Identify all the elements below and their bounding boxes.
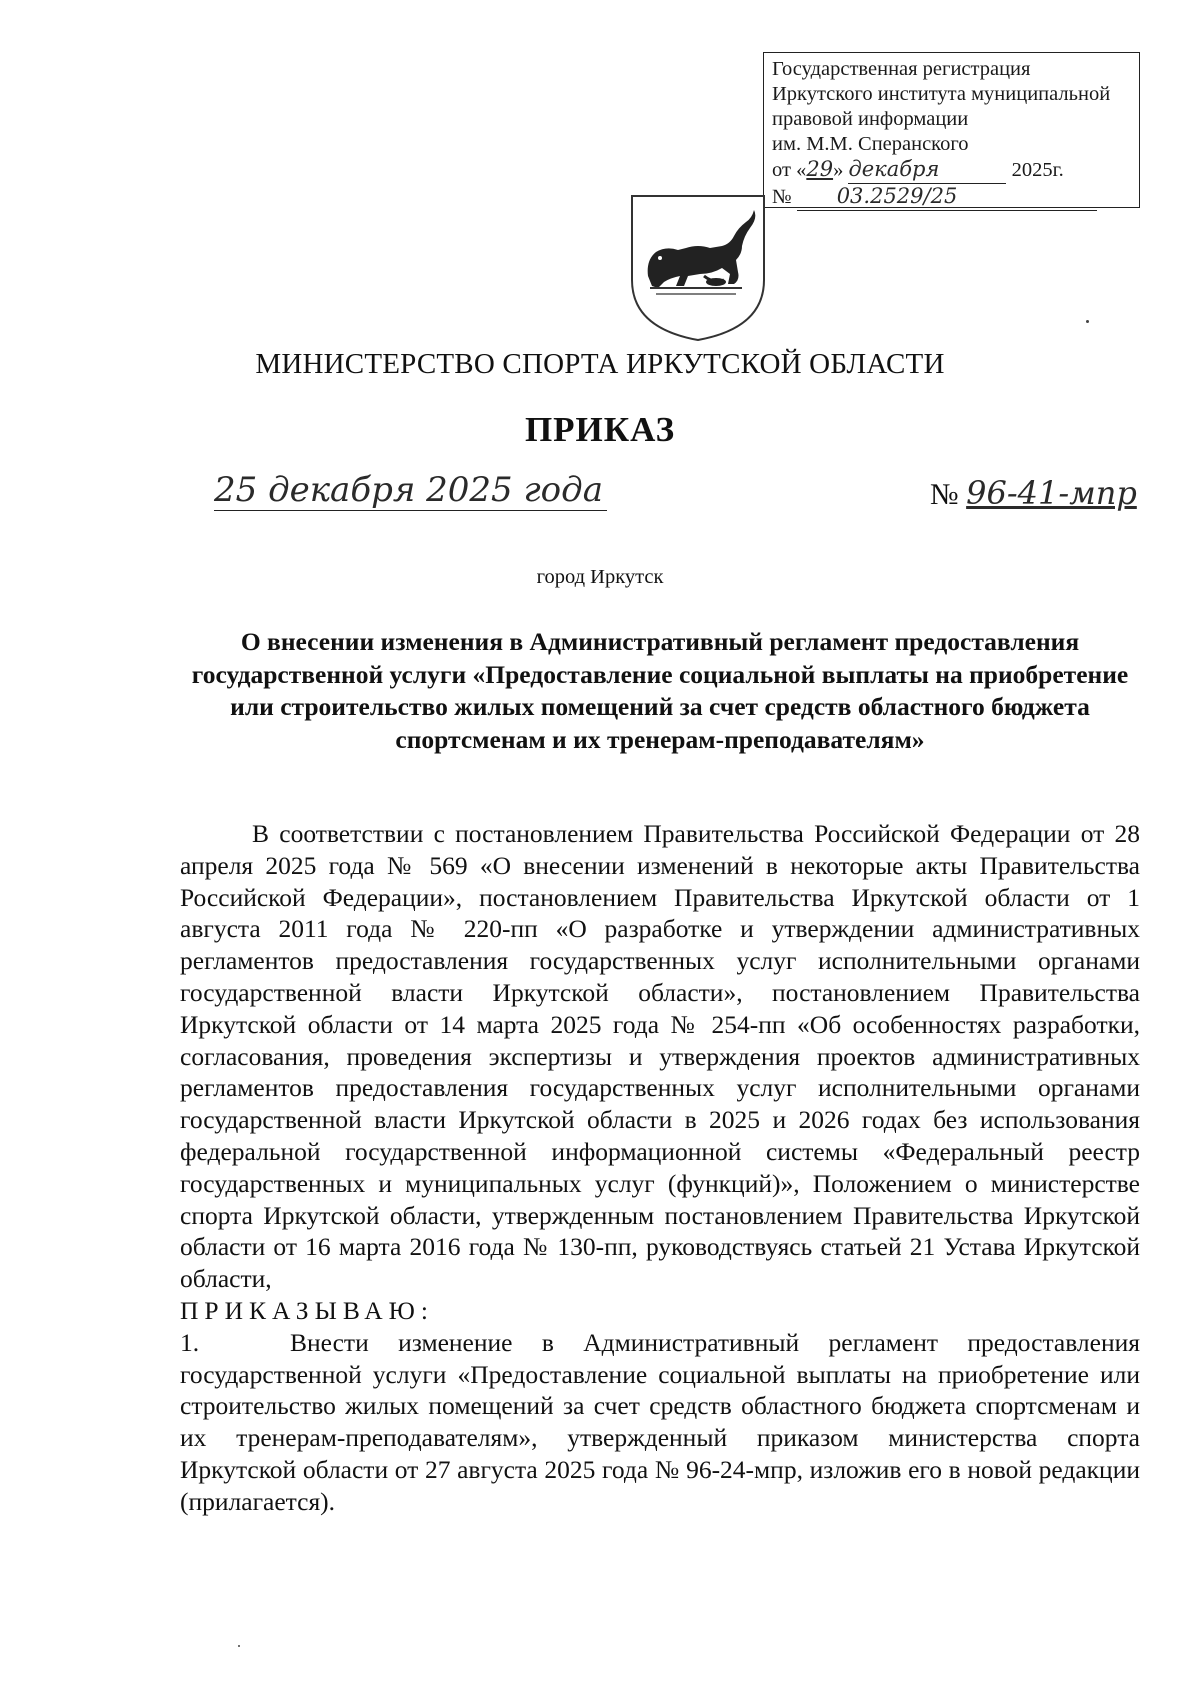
stamp-date-day: 29 — [806, 157, 834, 181]
order-number-handwritten: 96-41-мпр — [966, 474, 1137, 512]
scan-speck — [1086, 320, 1089, 323]
stamp-number-line — [772, 184, 1131, 211]
stamp-date-line — [772, 157, 1131, 184]
city: город Иркутск — [536, 566, 664, 588]
order-number — [930, 474, 1137, 512]
document-body — [180, 818, 1140, 1518]
document-title: ПРИКАЗ — [524, 410, 676, 449]
ministry-name: МИНИСТЕРСТВО СПОРТА ИРКУТСКОЙ ОБЛАСТИ — [255, 348, 945, 380]
stamp-line-4: им. М.М. Сперанского — [772, 133, 969, 155]
registration-stamp — [763, 52, 1140, 208]
order-date — [214, 470, 607, 511]
irkutsk-coat-of-arms-icon — [626, 188, 770, 346]
item-1-text: Внести изменение в Административный регламент предоставления государственной услуги «Предоставление социальной выплаты на приобретение или строительство жилых помещений за счет средств областного бюджета спортсменам и их тренерам-преподавателям», утвержденный приказом министерства спорта Иркутской области от 27 августа 2025 года № 96-24-мпр, изложив его в новой редакции (прилагается). — [180, 1327, 1140, 1516]
stamp-line-3: правовой информации — [772, 108, 969, 130]
stamp-date-mid: » — [833, 159, 844, 181]
stamp-number: 03.2529/25 — [836, 184, 958, 208]
stamp-line-2: Иркутского института муниципальной — [772, 83, 1111, 105]
order-number-prefix: № — [930, 478, 959, 511]
preamble-paragraph: В соответствии с постановлением Правительства Российской Федерации от 28 апреля 2025 года № 569 «О внесении изменений в некоторые акты Правительства Российской Федерации», постановлением Правительства Иркутской области от 1 августа 2011 года № 220-пп «О разработке и утверждении административных регламентов предоставления государственных услуг исполнительными органами государственной власти Иркутской области», постановлением Правительства Иркутской области от 14 марта 2025 года № 254-пп «Об особенностях разработки, согласования, проведения экспертизы и утверждения проектов административных регламентов предоставления государственных услуг исполнительными органами государственной власти Иркутской области в 2025 и 2026 годах без использования федеральной государственной информационной системы «Федеральный реестр государственных и муниципальных услуг (функций)», Положением о министерстве спорта Иркутской области, утвержденным постановлением Правительства Иркутской области от 16 марта 2016 года № 130-пп, руководствуясь статьей 21 Устава Иркутской области, — [180, 819, 1140, 1294]
item-1-paragraph — [180, 1327, 1140, 1518]
stamp-date-prefix: от « — [772, 159, 807, 181]
order-date-handwritten: 25 декабря 2025 года — [214, 470, 603, 510]
orders-heading: ПРИКАЗЫВАЮ: — [180, 1295, 434, 1325]
stamp-date-month: декабря — [848, 157, 940, 181]
item-1-number: 1. — [180, 1327, 200, 1357]
stamp-line-1: Государственная регистрация — [772, 58, 1031, 80]
stamp-date-suffix: г. — [1052, 159, 1064, 181]
stamp-number-prefix: № — [772, 186, 792, 208]
document-subject: О внесении изменения в Административный регламент предоставления государственной услуги «Предоставление социальной выплаты на приобретение или строительство жилых помещений за счет средств областного бюджета спортсменам и их тренерам-преподавателям» — [191, 627, 1129, 754]
stamp-date-year: 2025 — [1011, 159, 1053, 181]
scan-speck — [238, 1645, 240, 1647]
